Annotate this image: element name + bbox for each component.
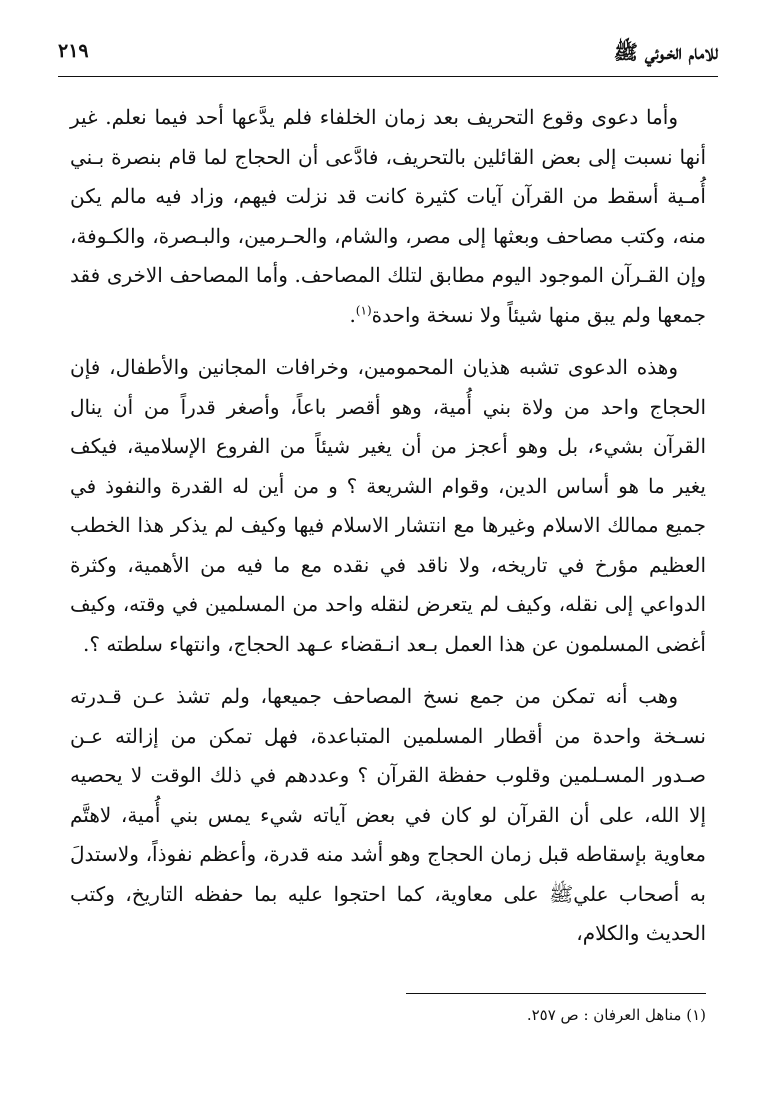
paragraph-text: وأما دعوى وقوع التحريف بعد زمان الخلفاء فلم يدَّعها أحد فيما نعلم. غير أنها نسبت إلى بعض القائلين بالتحريف، فادَّعى أن الحجاج لما قام بنصرة بـني أُمـية أسقط من القرآن آيات كثيرة كانت قد نزلت فيهم، وزاد فيه مالم يكن منه، وكتب مصاحف وبعثها إلى مصر، والشام، والحـرمين، والبـصرة، والكـوفة، وإن القـرآن الموجود اليوم مطابق لتلك المصاحف. وأما المصاحف الاخرى فقد جمعها ولم يبق منها شيئاً ولا نسخة واحدة xyxy=(70,105,706,327)
footnote-marker[interactable]: (١) xyxy=(355,302,372,317)
paragraph: وهب أنه تمكن من جمع نسخ المصاحف جميعها، ولم تشذ عـن قـدرته نسـخة واحدة من أقطار المسلمين المتباعدة، فهل تمكن من إزالته عـن صـدور المسـلمين وقلوب حفظة القرآن ؟ وعددهم في ذلك الوقت لا يحصيه إلا الله، على أن القرآن لو كان في بعض آياته شيء يمس بني أُمية، لاهتَّم معاوية بإسقاطه قبل زمان الحجاج وهو أشد منه قدرة، وأعظم نفوذاً، ولاستدلَ به أصحاب عليﷺ على معاوية، كما احتجوا عليه بما حفظه التاريخ، وكتب الحديث والكلام، xyxy=(70,684,706,945)
running-title: للامام الخـوئي ﷺ xyxy=(613,40,718,64)
header-rule xyxy=(58,76,718,77)
page-header xyxy=(58,30,718,78)
page-number: ٢١٩ xyxy=(58,40,89,62)
paragraph: وهذه الدعوى تشبه هذيان المحمومين، وخرافات المجانين والأطفال، فإن الحجاج واحد من ولاة بني أُمية، وهو أقصر باعاً، وأصغر قدراً من أن ينال القرآن بشيء، بل وهو أعجز من أن يغير شيئاً من الفروع الإسلامية، فيكف يغير ما هو أساس الدين، وقوام الشريعة ؟ و من أين له القدرة والنفوذ في جميع ممالك الاسلام وغيرها مع انتشار الاسلام فيها وكيف لم يذكر هذا الخطب العظيم مؤرخ في تاريخه، ولا ناقد في نقده مع ما فيه من الأهمية، وكثرة الدواعي إلى نقله، وكيف لم يتعرض لنقله واحد من المسلمين في وقته، وكيف أغضى المسلمون عن هذا العمل بـعد انـقضاء عـهد الحجاج، وانتهاء سلطته ؟. xyxy=(70,355,706,656)
footnote-rule xyxy=(406,993,706,994)
footnote: (١) مناهل العرفان : ص ٢٥٧. xyxy=(526,1006,706,1024)
body-text xyxy=(70,98,706,967)
paragraph: وأما دعوى وقوع التحريف بعد زمان الخلفاء فلم يدَّعها أحد فيما نعلم. غير أنها نسبت إلى بعض القائلين بالتحريف، فادَّعى أن الحجاج لما قام بنصرة بـني أُمـية أسقط من القرآن آيات كثيرة كانت قد نزلت فيهم، وزاد فيه مالم يكن منه، وكتب مصاحف وبعثها إلى مصر، والشام، والحـرمين، والبـصرة، والكـوفة، وإن القـرآن الموجود اليوم مطابق لتلك المصاحف. وأما المصاحف الاخرى فقد جمعها ولم يبق منها شيئاً ولا نسخة واحدة$^{(١)}$. xyxy=(70,105,706,327)
